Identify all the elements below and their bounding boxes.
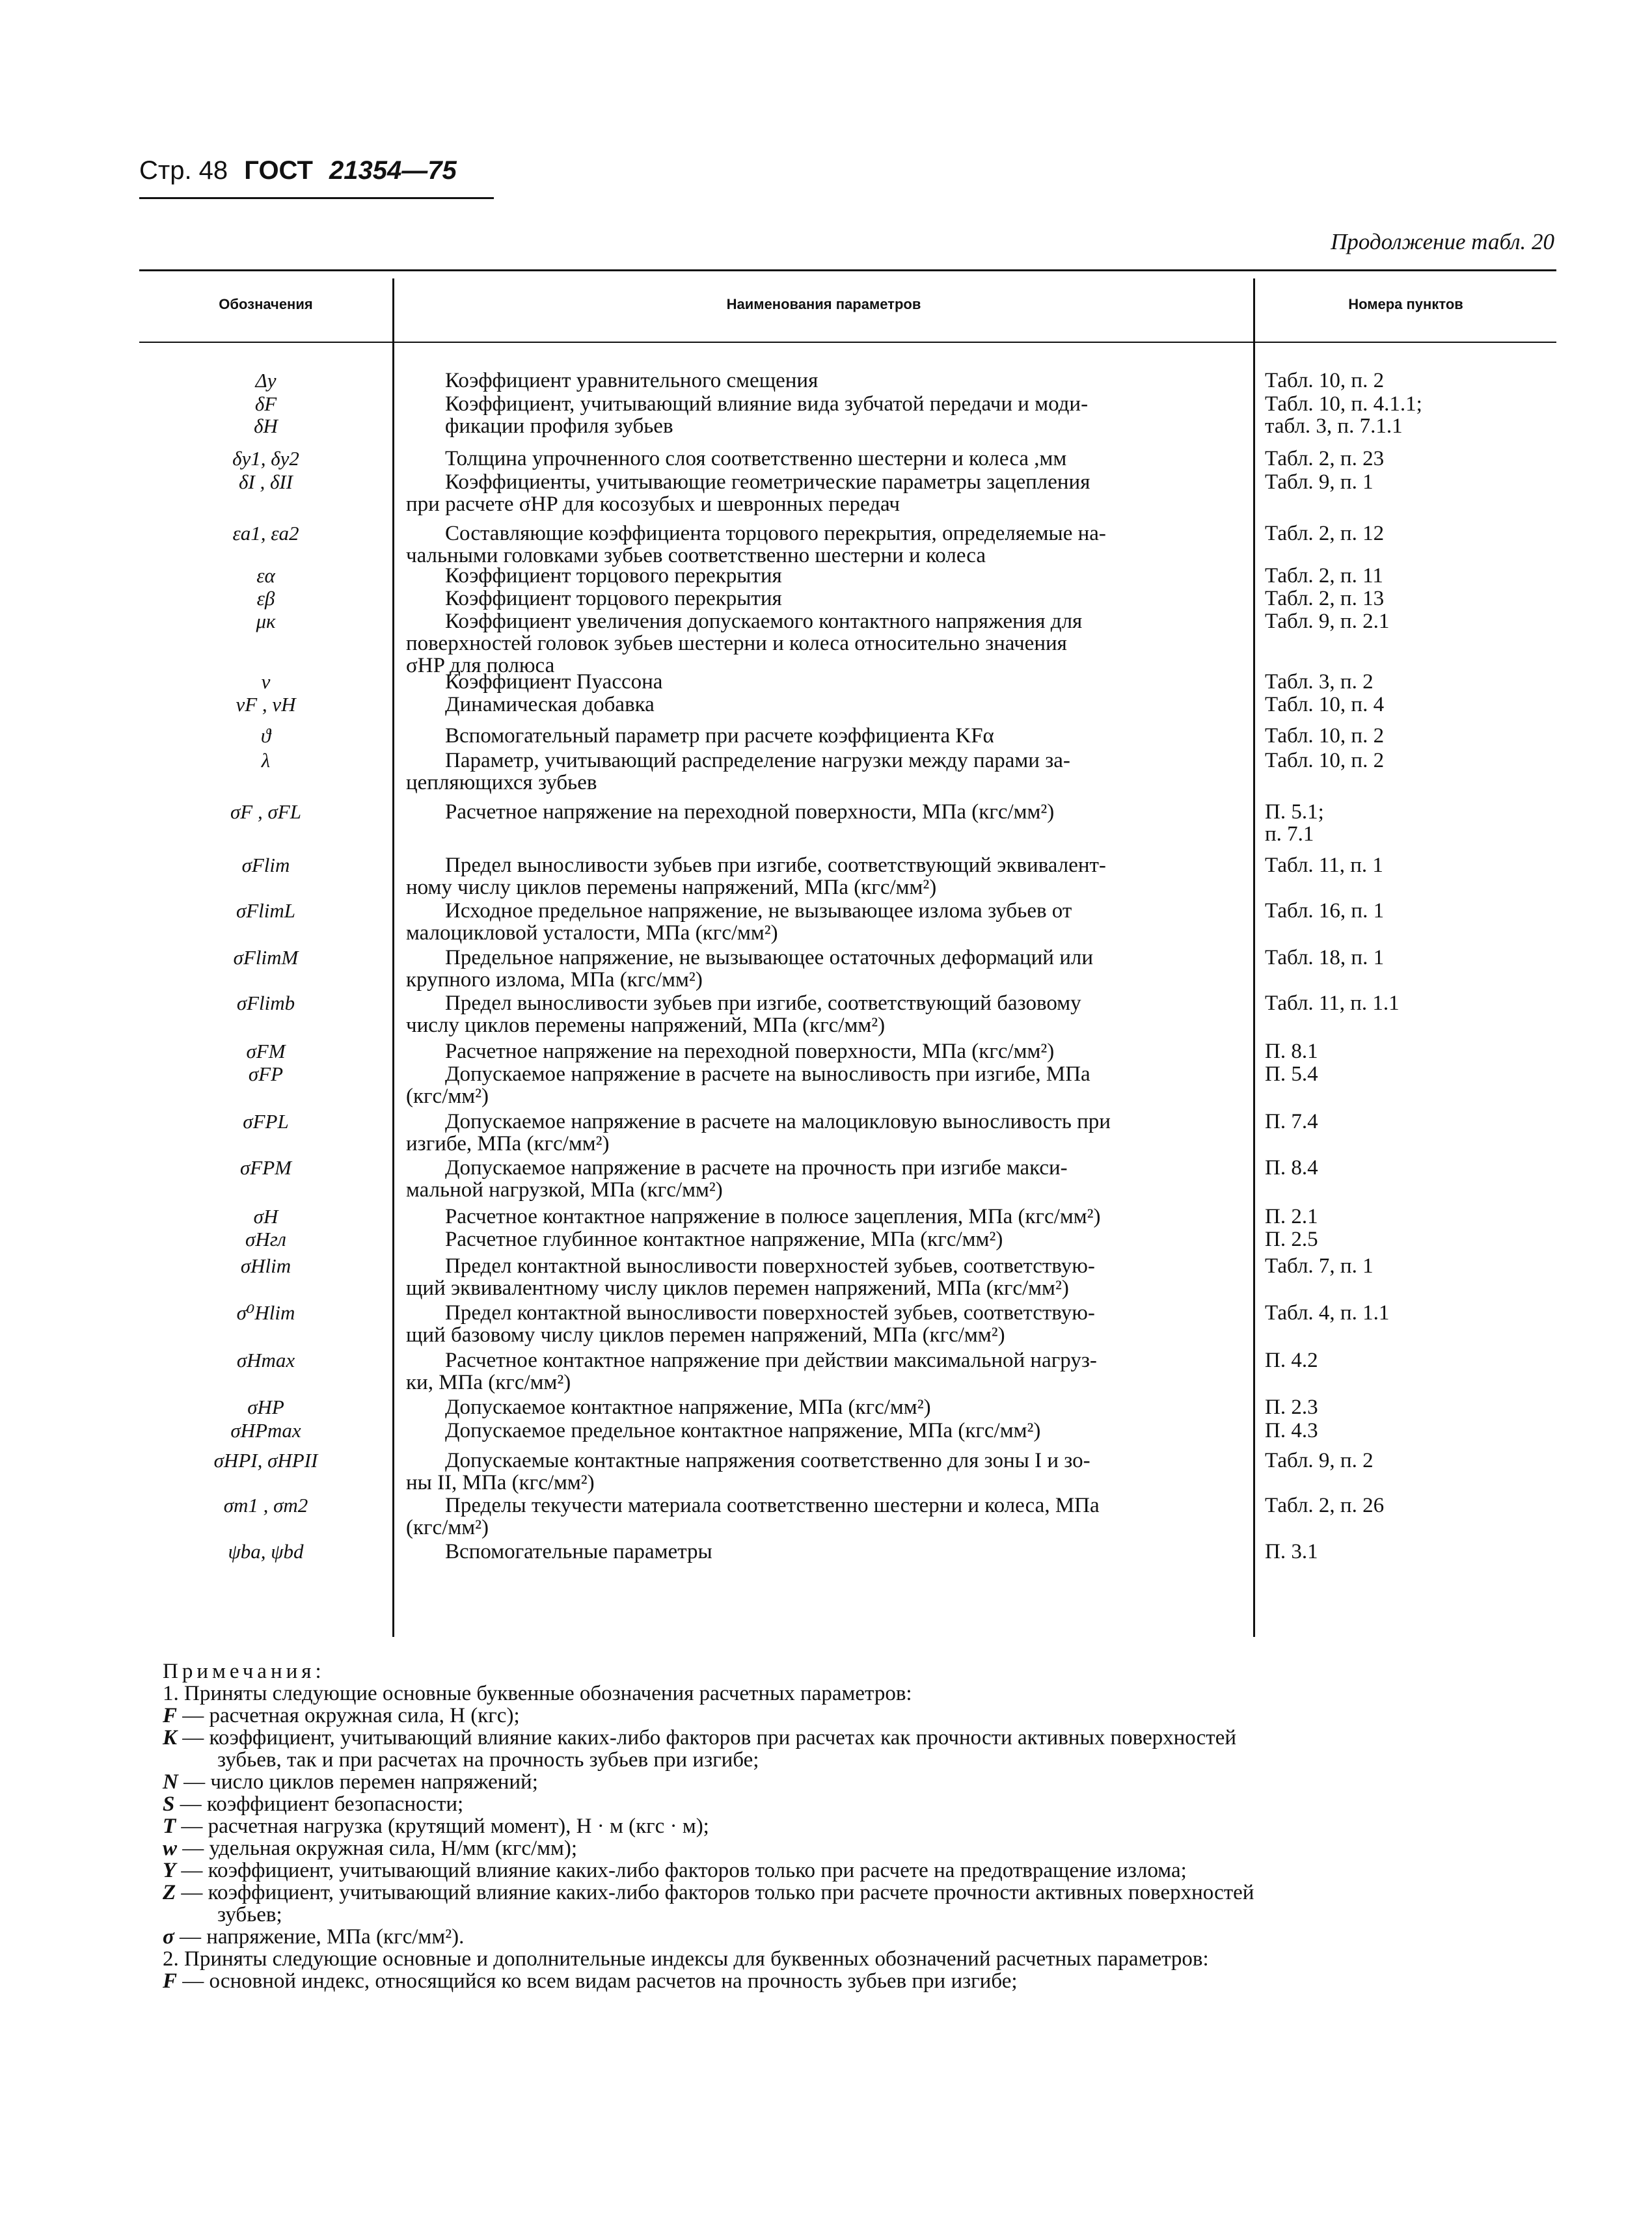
row-parameter-line: Предел выносливости зубьев при изгибе, соответствующий базовому — [445, 992, 1081, 1015]
notes-definition — [163, 1793, 1562, 1815]
row-parameter — [406, 522, 1375, 567]
row-reference — [1265, 1040, 1551, 1062]
row-parameter-line: Пределы текучести материала соответственно шестерни и колеса, МПа — [445, 1494, 1100, 1517]
row-parameter-line: Динамическая добавка — [445, 693, 655, 716]
row-parameter-line: Предел контактной выносливости поверхностей зубьев, соответствую- — [445, 1301, 1095, 1325]
row-parameter — [406, 1494, 1375, 1539]
notes-definition-key: w — [163, 1837, 178, 1860]
row-symbol: σHmax — [236, 1349, 295, 1371]
row-parameter — [406, 947, 1375, 991]
row-parameter — [406, 694, 1375, 716]
row-reference-line: Табл. 2, п. 23 — [1265, 447, 1385, 470]
row-reference-line: Табл. 2, п. 26 — [1265, 1494, 1385, 1517]
row-reference — [1265, 522, 1551, 545]
row-parameter — [406, 1206, 1375, 1228]
header-rule — [139, 197, 494, 199]
column-header-names: Наименования параметров — [726, 296, 921, 312]
row-parameter — [406, 750, 1375, 794]
row-reference-line: Табл. 3, п. 2 — [1265, 670, 1374, 694]
notes-definition-continuation: зубьев, так и при расчетах на прочность зубьев при изгибе; — [217, 1748, 759, 1772]
row-reference-line: Табл. 4, п. 1.1 — [1265, 1301, 1390, 1325]
row-symbol: λ — [261, 749, 271, 772]
row-parameter-line: чальными головками зубьев соответственно шестерни и колеса — [406, 544, 986, 567]
notes-definition-last — [163, 1970, 1562, 1992]
row-parameter — [406, 1255, 1375, 1299]
row-reference-line: Табл. 11, п. 1.1 — [1265, 992, 1400, 1015]
table-continuation-label: Продолжение табл. 20 — [1331, 229, 1554, 254]
row-reference — [1265, 1420, 1551, 1442]
row-reference-line: Табл. 10, п. 2 — [1265, 724, 1385, 748]
notes-definition — [163, 1727, 1562, 1749]
row-reference — [1265, 588, 1551, 610]
row-parameter-line: Коэффициент, учитывающий влияние вида зубчатой передачи и моди- — [445, 392, 1089, 416]
row-parameter-line: ны II, МПа (кгс/мм²) — [406, 1471, 595, 1494]
row-symbol: δH — [254, 414, 278, 437]
row-parameter — [406, 1541, 1375, 1563]
notes-definition-continuation: зубьев; — [217, 1903, 282, 1926]
row-parameter-line: поверхностей головок зубьев шестерни и колеса относительно значения — [406, 632, 1067, 655]
row-symbol: σHlim — [240, 1254, 291, 1277]
row-reference-line: П. 2.3 — [1265, 1396, 1318, 1419]
row-reference — [1265, 1349, 1551, 1371]
row-reference-line: П. 3.1 — [1265, 1540, 1318, 1563]
row-symbol: σF , σFL — [230, 800, 301, 823]
row-parameter — [406, 1228, 1375, 1250]
row-reference — [1265, 1111, 1551, 1133]
row-parameter-line: Расчетное напряжение на переходной поверхности, МПа (кгс/мм²) — [445, 1040, 1055, 1063]
notes-definition-text: — коэффициент, учитывающий влияние каких-либо факторов при расчетах как прочности активных поверхностей — [177, 1726, 1237, 1749]
notes-definition-text: — расчетная окружная сила, Н (кгс); — [177, 1704, 520, 1727]
table-header-rule — [139, 342, 1556, 343]
notes-definition — [163, 1705, 1562, 1727]
row-parameter-line: Предел контактной выносливости поверхностей зубьев, соответствую- — [445, 1254, 1095, 1278]
notes-definition-key: F — [163, 1969, 178, 1993]
row-parameter — [406, 393, 1375, 415]
row-symbol: Δy — [255, 369, 277, 392]
row-parameter-line: ному числу циклов перемены напряжений, МПа (кгс/мм²) — [406, 876, 937, 899]
row-reference — [1265, 694, 1551, 716]
row-symbol: σHPI, σHPII — [213, 1449, 318, 1472]
column-header-refs: Номера пунктов — [1348, 296, 1463, 312]
row-reference-line: П. 8.4 — [1265, 1156, 1318, 1180]
row-reference-line: Табл. 2, п. 13 — [1265, 587, 1385, 610]
notes-item-2: 2. Приняты следующие основные и дополнительные индексы для буквенных обозначений расчетных параметров: — [163, 1947, 1209, 1971]
row-reference — [1265, 1396, 1551, 1418]
row-parameter-line: мальной нагрузкой, МПа (кгс/мм²) — [406, 1178, 723, 1202]
row-reference-line: П. 7.4 — [1265, 1110, 1318, 1133]
row-parameter-line: фикации профиля зубьев — [445, 414, 673, 438]
notes-definition — [163, 1859, 1562, 1882]
table-top-rule — [139, 269, 1556, 271]
row-reference-line: п. 7.1 — [1265, 822, 1314, 846]
row-symbol: σFPM — [240, 1156, 291, 1179]
row-reference-line: Табл. 9, п. 2.1 — [1265, 610, 1390, 633]
row-parameter-line: крупного излома, МПа (кгс/мм²) — [406, 968, 703, 992]
row-parameter — [406, 415, 1375, 437]
row-reference — [1265, 565, 1551, 587]
row-reference — [1265, 854, 1551, 876]
row-reference — [1265, 900, 1551, 922]
row-symbol: σFPL — [243, 1110, 289, 1133]
notes-definition — [163, 1837, 1562, 1859]
row-parameter — [406, 448, 1375, 470]
row-parameter-line: щий эквивалентному числу циклов перемен напряжений, МПа (кгс/мм²) — [406, 1277, 1069, 1300]
row-reference-line: табл. 3, п. 7.1.1 — [1265, 414, 1403, 438]
page-number: Стр. 48 — [139, 156, 228, 185]
row-symbol: ν — [261, 670, 271, 693]
row-parameter — [406, 671, 1375, 693]
row-parameter-line: Коэффициент торцового перекрытия — [445, 587, 782, 610]
row-symbol: εa1, εa2 — [232, 522, 299, 545]
row-parameter-line: Вспомогательные параметры — [445, 1540, 712, 1563]
notes-definition-key: Z — [163, 1881, 176, 1904]
standard-number: 21354—75 — [329, 156, 457, 185]
notes-definition-text: — коэффициент, учитывающий влияние каких-либо факторов только при расчете прочности активных поверхностей — [176, 1881, 1254, 1904]
row-parameter-line: Исходное предельное напряжение, не вызывающее излома зубьев от — [445, 899, 1072, 923]
column-divider-1 — [392, 278, 394, 1637]
row-symbol: σFlimL — [236, 899, 296, 922]
row-reference — [1265, 1255, 1551, 1277]
column-header-symbols: Обозначения — [219, 296, 313, 312]
row-parameter-line: Коэффициент уравнительного смещения — [445, 369, 819, 392]
row-parameter-line: при расчете σHP для косозубых и шевронных передач — [406, 493, 900, 516]
row-reference — [1265, 1302, 1551, 1324]
row-parameter — [406, 1396, 1375, 1418]
row-parameter-line: Составляющие коэффициента торцового перекрытия, определяемые на- — [445, 522, 1106, 545]
row-parameter-line: Коэффициент увеличения допускаемого контактного напряжения для — [445, 610, 1083, 633]
row-parameter — [406, 1420, 1375, 1442]
row-reference — [1265, 1541, 1551, 1563]
row-reference — [1265, 992, 1551, 1014]
row-parameter — [406, 1063, 1375, 1107]
row-parameter — [406, 1111, 1375, 1155]
row-parameter-line: Расчетное контактное напряжение при действии максимальной нагруз- — [445, 1349, 1097, 1372]
notes-definition-key: σ — [163, 1925, 174, 1949]
row-symbol: δy1, δy2 — [232, 447, 299, 470]
notes — [163, 1660, 1562, 1992]
row-reference — [1265, 1206, 1551, 1228]
row-parameter — [406, 992, 1375, 1036]
standard-label: ГОСТ — [244, 156, 313, 185]
row-parameter-line: Коэффициент Пуассона — [445, 670, 663, 694]
notes-definition-text: — основной индекс, относящийся ко всем видам расчетов на прочность зубьев при изгибе; — [177, 1969, 1018, 1993]
row-parameter-line: Допускаемое напряжение в расчете на малоцикловую выносливость при — [445, 1110, 1111, 1133]
notes-definition-text: — напряжение, МПа (кгс/мм²). — [174, 1925, 465, 1949]
row-reference-line: П. 8.1 — [1265, 1040, 1318, 1063]
row-parameter-line: изгибе, МПа (кгс/мм²) — [406, 1132, 610, 1155]
row-reference-line: П. 5.4 — [1265, 1062, 1318, 1086]
notes-definition — [163, 1815, 1562, 1837]
row-parameter-line: числу циклов перемены напряжений, МПа (кгс/мм²) — [406, 1014, 886, 1037]
row-reference-line: Табл. 10, п. 2 — [1265, 369, 1385, 392]
row-symbol: δF — [254, 392, 277, 415]
row-symbol: σH — [253, 1205, 278, 1228]
row-parameter-line: Расчетное контактное напряжение в полюсе зацепления, МПа (кгс/мм²) — [445, 1205, 1101, 1228]
row-parameter-line: Расчетное напряжение на переходной поверхности, МПа (кгс/мм²) — [445, 800, 1055, 824]
notes-definition-text: — число циклов перемен напряжений; — [178, 1770, 538, 1794]
row-parameter-line: (кгс/мм²) — [406, 1085, 489, 1108]
row-parameter — [406, 1302, 1375, 1346]
row-parameter-line: Допускаемое предельное контактное напряжение, МПа (кгс/мм²) — [445, 1419, 1041, 1442]
page-header — [139, 156, 457, 185]
row-parameter-line: Предел выносливости зубьев при изгибе, соответствующий эквивалент- — [445, 854, 1106, 877]
row-symbol: σт1 , σт2 — [223, 1494, 308, 1517]
row-reference-line: Табл. 10, п. 4.1.1; — [1265, 392, 1422, 416]
row-reference — [1265, 448, 1551, 470]
row-parameter — [406, 610, 1375, 677]
row-parameter-line: Расчетное глубинное контактное напряжение, МПа (кгс/мм²) — [445, 1228, 1003, 1251]
row-symbol: μк — [256, 610, 276, 632]
row-symbol: σHгл — [245, 1228, 286, 1250]
row-reference-line: П. 4.2 — [1265, 1349, 1318, 1372]
row-parameter — [406, 471, 1375, 515]
notes-definition-key: K — [163, 1726, 178, 1749]
row-parameter-line: Допускаемое контактное напряжение, МПа (кгс/мм²) — [445, 1396, 931, 1419]
row-reference-line: П. 2.1 — [1265, 1205, 1318, 1228]
row-symbol: σ⁰Hlim — [236, 1301, 295, 1324]
row-reference — [1265, 801, 1551, 845]
row-parameter-line: цепляющихся зубьев — [406, 771, 597, 794]
row-reference — [1265, 725, 1551, 747]
row-parameter-line: Толщина упрочненного слоя соответственно шестерни и колеса ,мм — [445, 447, 1067, 470]
notes-definition-text: — удельная окружная сила, Н/мм (кгс/мм); — [177, 1837, 578, 1860]
row-parameter-line: σHP для полюса — [406, 654, 555, 677]
notes-definition — [163, 1771, 1562, 1793]
row-symbol: ϑ — [260, 724, 271, 747]
row-parameter-line: Допускаемое напряжение в расчете на прочность при изгибе макси- — [445, 1156, 1068, 1180]
notes-definition-text: — расчетная нагрузка (крутящий момент), Н · м (кгс · м); — [176, 1815, 709, 1838]
row-reference-line: П. 5.1; — [1265, 800, 1324, 824]
notes-definitions — [163, 1705, 1562, 1948]
notes-definition-key: N — [163, 1770, 178, 1794]
row-parameter-line: Коэффициент торцового перекрытия — [445, 564, 782, 588]
row-parameter — [406, 370, 1375, 392]
row-symbol: σFlimM — [233, 946, 299, 969]
row-parameter-line: малоцикловой усталости, МПа (кгс/мм²) — [406, 921, 778, 945]
row-parameter-line: ки, МПа (кгс/мм²) — [406, 1371, 571, 1394]
row-reference-line: П. 4.3 — [1265, 1419, 1318, 1442]
row-parameter — [406, 725, 1375, 747]
row-reference — [1265, 393, 1551, 415]
row-reference-line: Табл. 10, п. 4 — [1265, 693, 1385, 716]
row-symbol: σHP — [247, 1396, 284, 1418]
row-reference — [1265, 370, 1551, 392]
row-parameter — [406, 854, 1375, 898]
row-reference — [1265, 750, 1551, 772]
row-reference-line: Табл. 16, п. 1 — [1265, 899, 1385, 923]
row-symbol: σFP — [248, 1062, 284, 1085]
row-reference — [1265, 1450, 1551, 1472]
row-parameter-line: щий базовому числу циклов перемен напряжений, МПа (кгс/мм²) — [406, 1323, 1005, 1347]
row-symbol: σFlimb — [236, 992, 295, 1014]
row-reference — [1265, 610, 1551, 632]
row-parameter-line: Допускаемые контактные напряжения соответственно для зоны I и зо- — [445, 1449, 1090, 1472]
row-reference-line: Табл. 7, п. 1 — [1265, 1254, 1374, 1278]
row-parameter-line: (кгс/мм²) — [406, 1516, 489, 1539]
notes-definition-key: F — [163, 1704, 178, 1727]
row-parameter — [406, 1157, 1375, 1201]
row-reference — [1265, 947, 1551, 969]
notes-definition — [163, 1926, 1562, 1948]
row-parameter-line: Допускаемое напряжение в расчете на выносливость при изгибе, МПа — [445, 1062, 1090, 1086]
notes-definition-key: T — [163, 1815, 176, 1838]
row-parameter — [406, 565, 1375, 587]
row-symbol: σFlim — [241, 854, 290, 876]
row-reference-line: Табл. 18, п. 1 — [1265, 946, 1385, 969]
row-reference-line: Табл. 9, п. 2 — [1265, 1449, 1374, 1472]
row-symbol: ψba, ψbd — [228, 1540, 304, 1563]
row-reference — [1265, 1063, 1551, 1085]
row-reference — [1265, 1228, 1551, 1250]
row-parameter — [406, 801, 1375, 823]
notes-definition-key: Y — [163, 1859, 176, 1882]
row-parameter — [406, 588, 1375, 610]
row-parameter-line: Вспомогательный параметр при расчете коэффициента KFα — [445, 724, 994, 748]
row-parameter — [406, 1349, 1375, 1394]
row-reference — [1265, 671, 1551, 693]
row-parameter-line: Коэффициенты, учитывающие геометрические параметры зацепления — [445, 470, 1090, 494]
row-reference — [1265, 1157, 1551, 1179]
row-symbol: σHPmax — [230, 1419, 301, 1442]
row-symbol: νF , νH — [236, 693, 296, 716]
row-parameter — [406, 900, 1375, 944]
notes-item-1: 1. Приняты следующие основные буквенные обозначения расчетных параметров: — [163, 1682, 912, 1705]
notes-definition-text: — коэффициент, учитывающий влияние каких-либо факторов только при расчете на предотвращение излома; — [176, 1859, 1187, 1882]
row-reference-line: Табл. 2, п. 12 — [1265, 522, 1385, 545]
row-reference — [1265, 415, 1551, 437]
row-symbol: δI , δII — [238, 470, 293, 493]
row-symbol: σFM — [246, 1040, 286, 1062]
row-parameter — [406, 1450, 1375, 1494]
row-reference-line: Табл. 10, п. 2 — [1265, 749, 1385, 772]
row-parameter — [406, 1040, 1375, 1062]
row-reference — [1265, 1494, 1551, 1517]
row-reference — [1265, 471, 1551, 493]
row-parameter-line: Параметр, учитывающий распределение нагрузки между парами за- — [445, 749, 1070, 772]
row-reference-line: П. 2.5 — [1265, 1228, 1318, 1251]
row-symbol: εα — [256, 564, 275, 587]
notes-definition — [163, 1882, 1562, 1904]
row-parameter-line: Предельное напряжение, не вызывающее остаточных деформаций или — [445, 946, 1094, 969]
row-reference-line: Табл. 11, п. 1 — [1265, 854, 1383, 877]
notes-definition-key: S — [163, 1792, 175, 1816]
row-symbol: εβ — [256, 587, 275, 610]
row-reference-line: Табл. 9, п. 1 — [1265, 470, 1374, 494]
row-reference-line: Табл. 2, п. 11 — [1265, 564, 1383, 588]
notes-title: Примечания: — [163, 1660, 325, 1683]
notes-definition-text: — коэффициент безопасности; — [174, 1792, 464, 1816]
